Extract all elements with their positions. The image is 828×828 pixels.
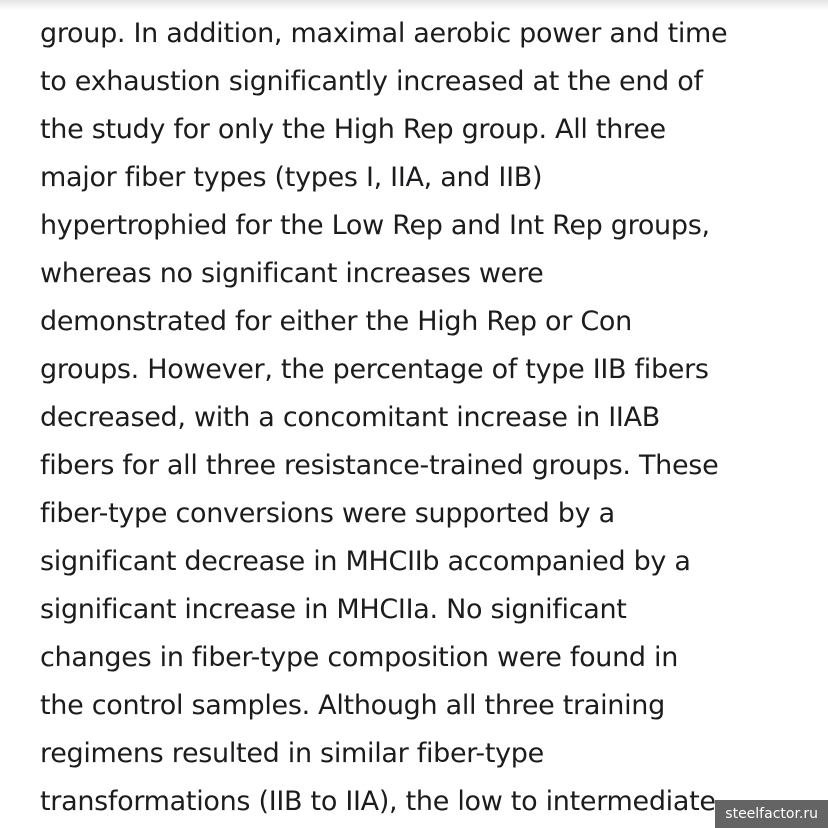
text-line: significant decrease in MHCIIb accompanied by a (40, 546, 691, 577)
text-line: regimens resulted in similar fiber-type (40, 738, 544, 769)
text-line: hypertrophied for the Low Rep and Int Rep groups, (40, 210, 710, 241)
text-line: major fiber types (types I, IIA, and IIB) (40, 162, 543, 193)
text-line: demonstrated for either the High Rep or Con (40, 306, 632, 337)
text-line: the control samples. Although all three training (40, 690, 665, 721)
text-line: groups. However, the percentage of type IIB fibers (40, 354, 709, 385)
text-line: group. In addition, maximal aerobic power and time (40, 18, 728, 49)
text-line: fibers for all three resistance-trained groups. These (40, 450, 719, 481)
text-line: significant increase in MHCIIa. No significant (40, 594, 627, 625)
article-text (40, 10, 820, 826)
watermark: steelfactor.ru (715, 800, 828, 828)
text-line: transformations (IIB to IIA), the low to intermediate (40, 786, 716, 817)
text-line: fiber-type conversions were supported by a (40, 498, 615, 529)
text-line: to exhaustion significantly increased at the end of (40, 66, 703, 97)
text-line: decreased, with a concomitant increase in IIAB (40, 402, 660, 433)
text-line: the study for only the High Rep group. All three (40, 114, 666, 145)
text-line: whereas no significant increases were (40, 258, 544, 289)
text-line: changes in fiber-type composition were found in (40, 642, 679, 673)
top-bar-shadow (0, 0, 828, 10)
